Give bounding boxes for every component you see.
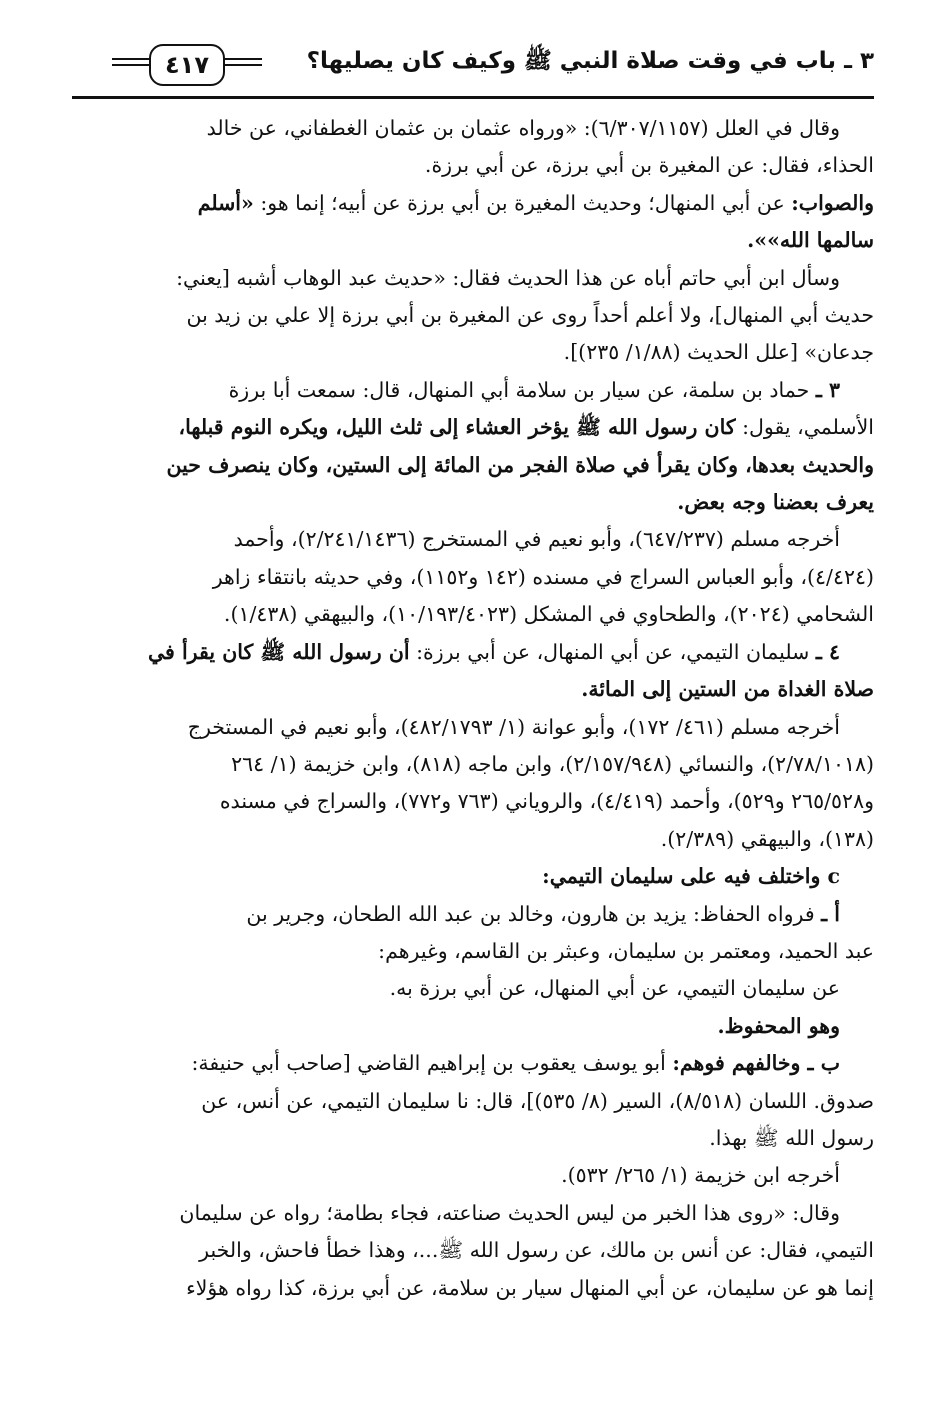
text-run: عبد الحميد، ومعتمر بن سليمان، وعبثر بن القاسم، وغيرهم: <box>378 938 874 963</box>
text-line <box>72 1157 874 1194</box>
bold-text: «أسلم <box>197 190 254 215</box>
text-line <box>72 896 874 933</box>
text-run: أخرجه مسلم (٦٤٧/٢٣٧)، وأبو نعيم في المستخرج (٢/٢٤١/١٤٣٦)، وأحمد <box>233 527 840 552</box>
text-line <box>72 858 874 895</box>
bold-text: ٣ ـ <box>815 377 840 402</box>
bold-text: ب ـ وخالفهم فوهم: <box>672 1051 840 1076</box>
bold-text: ٤ ـ <box>815 639 840 664</box>
text-run: (١٣٨)، والبيهقي (٢/٣٨٩). <box>660 826 874 851</box>
text-line <box>72 559 874 596</box>
chapter-title: ٣ ـ باب في وقت صلاة النبي ﷺ وكيف كان يصليها؟ <box>306 48 874 74</box>
bold-text: والصواب: <box>791 190 874 215</box>
text-line <box>72 1232 874 1269</box>
page-number-ornament <box>112 40 262 90</box>
text-run: وقال في العلل (٦/٣٠٧/١١٥٧): «ورواه عثمان بن عثمان الغطفاني، عن خالد <box>206 116 840 140</box>
bold-text: صلاة الغداة من الستين إلى المائة. <box>581 677 874 702</box>
text-run: صدوق. اللسان (٨/٥١٨)، السير (٨/ ٥٣٥)]، قال: نا سليمان التيمي، عن أنس، عن <box>201 1088 874 1113</box>
text-line <box>72 634 874 671</box>
text-line <box>72 1008 874 1045</box>
bold-text: أن رسول الله ﷺ كان يقرأ في <box>147 639 410 664</box>
text-line <box>72 1083 874 1120</box>
text-line <box>72 933 874 970</box>
bold-text: وهو المحفوظ. <box>717 1013 840 1038</box>
bold-text: كان رسول الله ﷺ يؤخر العشاء إلى ثلث الليل، ويكره النوم قبلها، <box>178 415 736 440</box>
text-run: (٤/٤٢٤)، وأبو العباس السراج في مسنده (١٤٢ و١١٥٢)، وفي حديثه بانتقاء زاهر <box>212 564 874 589</box>
text-line <box>72 222 874 259</box>
text-run: الحذاء، فقال: عن المغيرة بن أبي برزة، عن أبي برزة. <box>424 153 874 178</box>
text-run: وسأل ابن أبي حاتم أباه عن هذا الحديث فقال: «حديث عبد الوهاب أشبه [يعني: <box>176 265 840 290</box>
text-line <box>72 185 874 222</box>
text-line <box>72 1045 874 1082</box>
bold-text: أ ـ <box>821 901 840 926</box>
text-run: فرواه الحفاظ: يزيد بن هارون، وخالد بن عبد الله الطحان، وجرير بن <box>246 901 822 926</box>
text-run: و٢٦٥/٥٢٨ و٥٢٩)، وأحمد (٤/٤١٩)، والروياني (٧٦٣ و٧٧٢)، والسراج في مسنده <box>219 789 874 814</box>
text-run: وقال: «روى هذا الخبر من ليس الحديث صناعته، فجاء بطامة؛ رواه عن سليمان <box>179 1200 840 1225</box>
text-line <box>72 709 874 746</box>
text-line <box>72 484 874 521</box>
page-number: ٤١٧ <box>149 44 225 86</box>
text-run: حديث أبي المنهال]، ولا أعلم أحداً روى عن المغيرة بن أبي برزة إلا علي بن زيد بن <box>186 303 874 328</box>
text-line <box>72 334 874 371</box>
text-line <box>72 783 874 820</box>
text-line <box>72 447 874 484</box>
text-run: أخرجه ابن خزيمة (١/ ٢٦٥/ ٥٣٢). <box>561 1163 840 1188</box>
text-line <box>72 970 874 1007</box>
text-run: رسول الله ﷺ بهذا. <box>709 1125 874 1150</box>
page-header <box>72 40 874 102</box>
text-run: أخرجه مسلم (٤٦١/ ١٧٢)، وأبو عوانة (١/ ٤٨٢/١٧٩٣)، وأبو نعيم في المستخرج <box>187 714 840 739</box>
bold-text: سالمها الله»». <box>747 228 874 253</box>
text-run: أبو يوسف يعقوب بن إبراهيم القاضي [صاحب أبي حنيفة: <box>191 1051 673 1076</box>
text-line <box>72 671 874 708</box>
text-line <box>72 372 874 409</box>
text-line <box>72 409 874 446</box>
text-line <box>72 746 874 783</box>
text-line <box>72 147 874 184</box>
bold-text: والحديث بعدها، وكان يقرأ في صلاة الفجر من المائة إلى الستين، وكان ينصرف حين <box>166 452 874 477</box>
text-line <box>72 1270 874 1307</box>
text-line <box>72 521 874 558</box>
text-run: عن أبي المنهال؛ وحديث المغيرة بن أبي برزة عن أبيه؛ إنما هو: <box>253 190 792 215</box>
body-text <box>72 110 874 1307</box>
text-run: الأسلمي، يقول: <box>735 415 874 440</box>
text-run: سليمان التيمي، عن أبي المنهال، عن أبي برزة: <box>409 639 816 664</box>
text-line <box>72 1120 874 1157</box>
text-line <box>72 1195 874 1232</box>
header-rule <box>72 96 874 99</box>
text-run: (٢/٧٨/١٠١٨)، والنسائي (٢/١٥٧/٩٤٨)، وابن ماجه (٨١٨)، وابن خزيمة (١/ ٢٦٤ <box>231 751 874 776</box>
text-run: التيمي، فقال: عن أنس بن مالك، عن رسول الله ﷺ...، وهذا خطأ فاحش، والخبر <box>199 1238 874 1263</box>
bold-text: c واختلف فيه على سليمان التيمي: <box>542 864 840 889</box>
text-run: الشحامي (٢٠٢٤)، والطحاوي في المشكل (١٠/١٩٣/٤٠٢٣)، والبيهقي (١/٤٣٨). <box>223 602 874 627</box>
text-line <box>72 297 874 334</box>
text-line <box>72 821 874 858</box>
text-run: إنما هو عن سليمان، عن أبي المنهال سيار بن سلامة، عن أبي برزة، كذا رواه هؤلاء <box>186 1275 874 1300</box>
text-line <box>72 596 874 633</box>
text-run: عن سليمان التيمي، عن أبي المنهال، عن أبي برزة به. <box>389 976 840 1001</box>
text-line <box>72 110 874 147</box>
text-run: جدعان» [علل الحديث (١/٨٨/ ٢٣٥)]. <box>563 340 874 365</box>
text-run: حماد بن سلمة، عن سيار بن سلامة أبي المنهال، قال: سمعت أبا برزة <box>228 377 816 402</box>
bold-text: يعرف بعضنا وجه بعض. <box>677 490 874 515</box>
text-line <box>72 260 874 297</box>
